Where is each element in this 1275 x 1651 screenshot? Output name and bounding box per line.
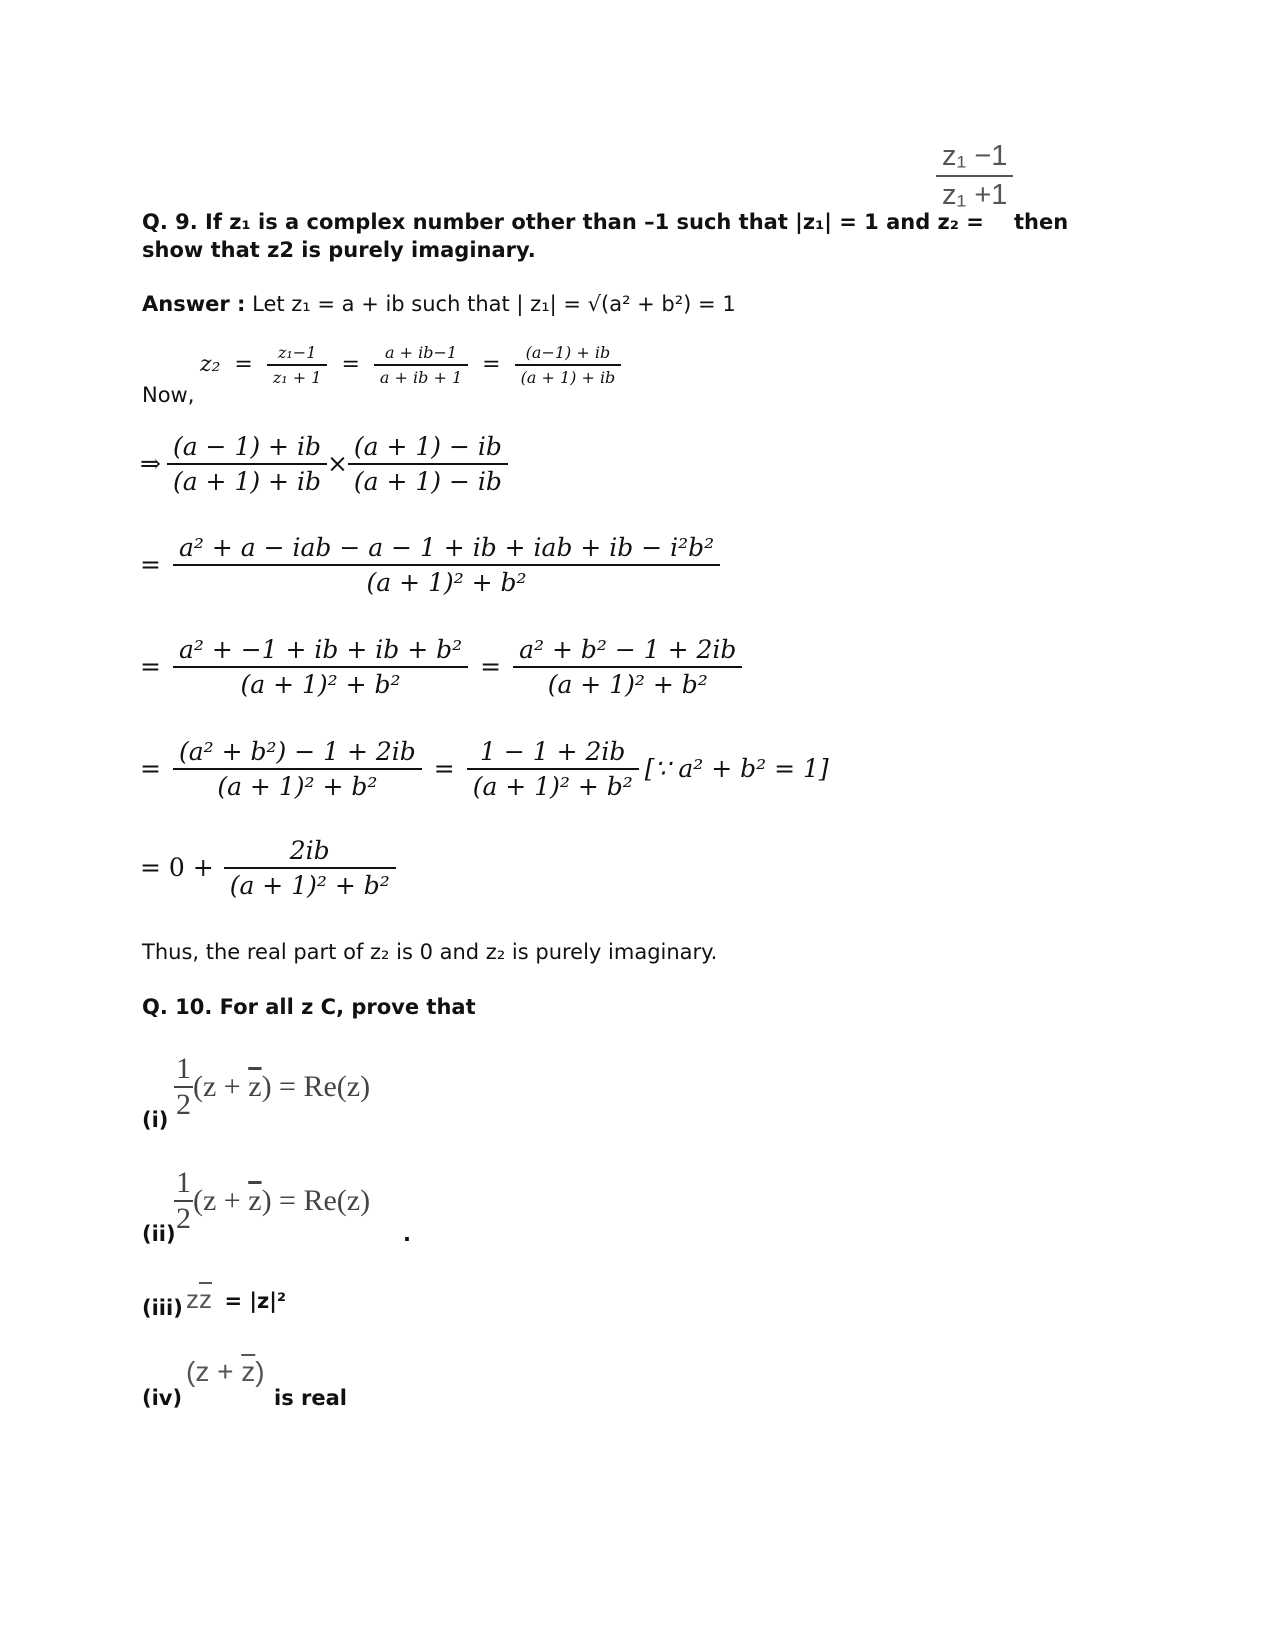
q9-title-then: then: [1014, 210, 1069, 234]
q10-title: Q. 10. For all z C, prove that: [142, 995, 476, 1019]
equals-sign: =: [433, 754, 455, 784]
equals-sign: =: [234, 352, 253, 378]
equals-sign: =: [341, 352, 360, 378]
z-conjugate: $\overline{z}$: [241, 1356, 256, 1387]
q9-title-line1: Q. 9. If z₁ is a complex number other than –1 such that |z₁| = 1 and z₂ =: [142, 210, 984, 234]
q10-item-iii-expr: [186, 1284, 286, 1315]
answer-line: [142, 292, 736, 316]
step4-fraction-2: [467, 737, 639, 801]
expr-part: (z +: [193, 1069, 249, 1103]
q10-item-i-label: (i): [142, 1108, 169, 1132]
q10-item-iv-tail: is real: [274, 1386, 347, 1410]
step2-fraction: [173, 533, 720, 597]
q10-item-ii-dot: .: [403, 1222, 411, 1246]
q10-item-iii-tail: = |z|²: [224, 1289, 287, 1313]
step1-fraction-2: [348, 432, 508, 496]
expr-part: ): [255, 1356, 265, 1387]
step2-equation: [140, 533, 720, 597]
denominator: (a + 1)² + b²: [472, 771, 633, 801]
step1-equation: [140, 432, 508, 496]
q10-item-iii-label: (iii): [142, 1296, 183, 1320]
equals-sign: =: [480, 652, 502, 682]
denominator: (a + 1) − ib: [353, 466, 502, 496]
step3-equation: [140, 635, 742, 699]
numerator: (a − 1) + ib: [172, 432, 321, 461]
numerator: 1: [176, 1052, 191, 1085]
times-sign: ×: [326, 449, 348, 479]
numerator: (a² + b²) − 1 + 2ib: [178, 737, 416, 766]
now-equation: [200, 343, 621, 387]
numerator: 1: [176, 1166, 191, 1199]
denominator: (a + 1)² + b²: [229, 870, 390, 900]
denominator: (a + 1) + ib: [520, 367, 616, 387]
numerator: a² + b² − 1 + 2ib: [519, 635, 737, 664]
q10-item-ii-expr: [174, 1166, 370, 1236]
numerator: a² + a − iab − a − 1 + ib + iab + ib − i²b²: [178, 533, 715, 562]
answer-label: Answer :: [142, 292, 246, 316]
z-conjugate: $\overline{z}$: [199, 1284, 212, 1314]
now-fraction-1: [267, 343, 328, 387]
q9-fraction: [936, 140, 1013, 212]
step4-note: [∵ a² + b² = 1]: [644, 754, 829, 784]
q10-item-ii-label: (ii): [142, 1222, 176, 1246]
denominator: (a + 1)² + b²: [366, 567, 527, 597]
denominator: 2: [176, 1087, 191, 1121]
numerator: (a−1) + ib: [525, 343, 611, 362]
expr-part: ) = Re(z): [261, 1069, 371, 1103]
now-fraction-2: [374, 343, 468, 387]
expr-part: (z +: [193, 1183, 249, 1217]
now-fraction-3: [515, 343, 622, 387]
q9-fraction-denominator: z₁ +1: [942, 178, 1008, 211]
implies-arrow: ⇒: [140, 449, 161, 479]
half-fraction: [174, 1166, 193, 1236]
equals-sign: =: [140, 754, 161, 784]
step3-fraction-2: [513, 635, 742, 699]
denominator: (a + 1)² + b²: [217, 771, 378, 801]
equals-sign: =: [482, 352, 501, 378]
now-label: Now,: [142, 383, 195, 407]
expr-part: ) = Re(z): [261, 1183, 371, 1217]
z-symbol: z: [186, 1284, 199, 1314]
denominator: (a + 1)² + b²: [240, 669, 401, 699]
conclusion-text: Thus, the real part of z₂ is 0 and z₂ is purely imaginary.: [142, 940, 718, 964]
step3-fraction-1: [173, 635, 468, 699]
step4-fraction-1: [173, 737, 422, 801]
answer-text: Let z₁ = a + ib such that | z₁| = √(a² + b²) = 1: [252, 292, 736, 316]
denominator: (a + 1)² + b²: [547, 669, 708, 699]
denominator: (a + 1) + ib: [172, 466, 321, 496]
numerator: a + ib−1: [384, 343, 458, 362]
q9-fraction-numerator: z₁ −1: [942, 140, 1008, 172]
now-lhs: z₂: [200, 352, 221, 378]
denominator: z₁ + 1: [272, 367, 322, 387]
numerator: z₁−1: [277, 343, 317, 362]
half-fraction: [174, 1052, 193, 1122]
equals-sign: =: [140, 652, 161, 682]
step5-lead: = 0 +: [140, 853, 214, 883]
step1-fraction-1: [167, 432, 327, 496]
q10-item-iv-expr: [186, 1356, 265, 1388]
step5-fraction: [224, 836, 396, 900]
numerator: (a + 1) − ib: [353, 432, 502, 461]
denominator: 2: [176, 1201, 191, 1235]
q10-item-i-expr: [174, 1052, 370, 1122]
equals-sign: =: [140, 550, 161, 580]
q10-item-iv-label: (iv): [142, 1386, 183, 1410]
q9-title-line2: show that z2 is purely imaginary.: [142, 238, 536, 262]
step5-equation: [140, 836, 396, 900]
numerator: 1 − 1 + 2ib: [480, 737, 626, 766]
z-conjugate: $\overline{z}$: [248, 1069, 262, 1103]
z-conjugate: $\overline{z}$: [248, 1183, 262, 1217]
numerator: a² + −1 + ib + ib + b²: [178, 635, 463, 664]
denominator: a + ib + 1: [379, 367, 463, 387]
step4-equation: [140, 737, 829, 801]
expr-part: (z +: [186, 1356, 242, 1387]
numerator: 2ib: [289, 836, 330, 865]
